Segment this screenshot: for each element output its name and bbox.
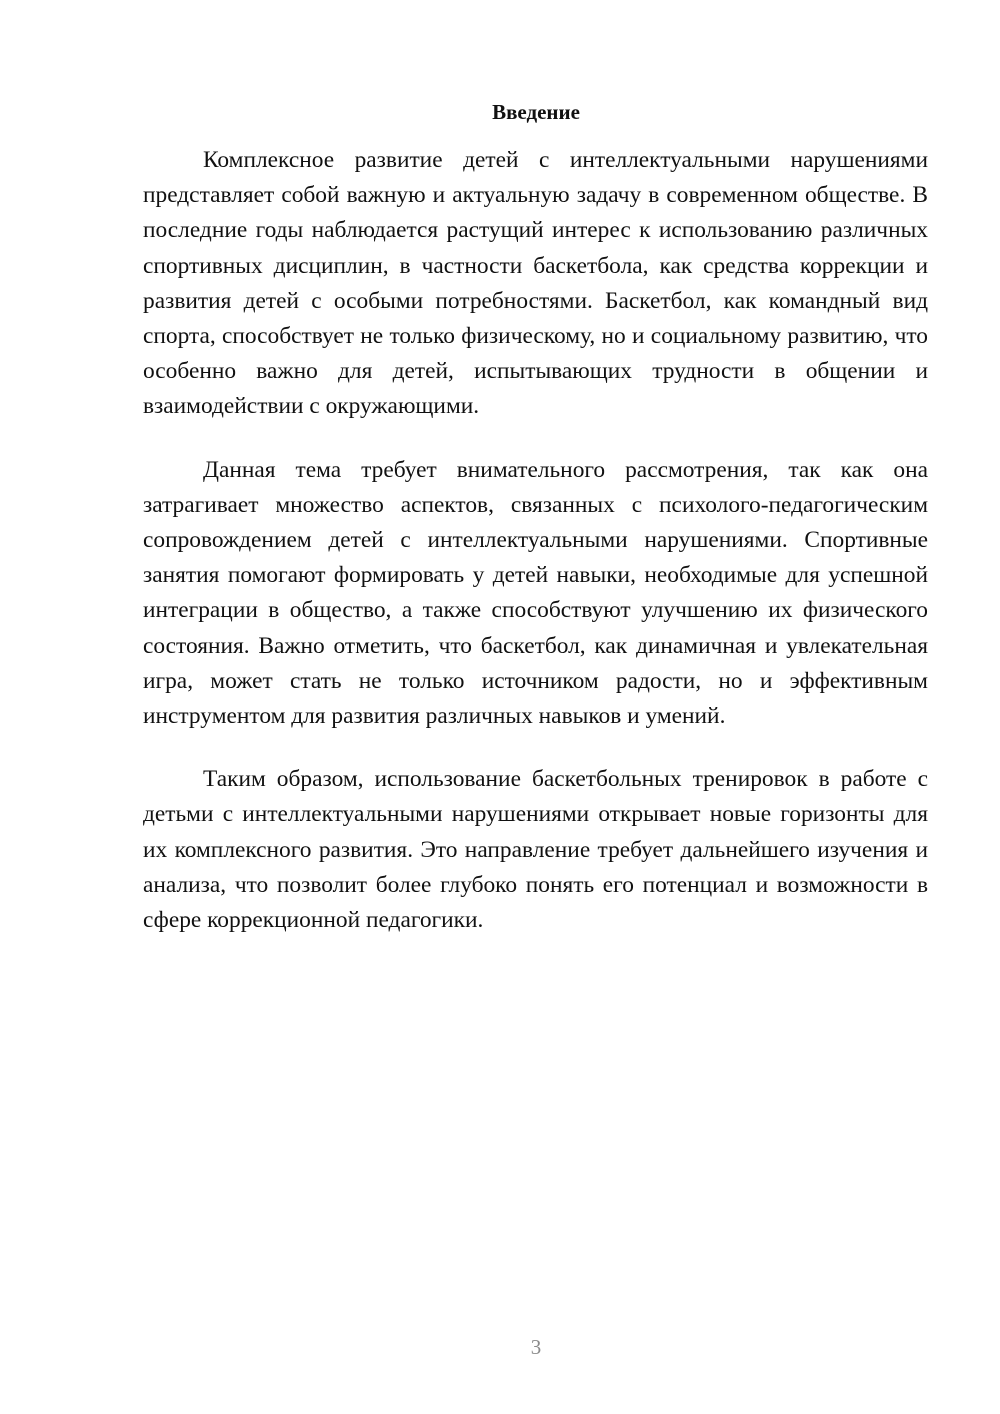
page-number: 3 <box>530 1335 542 1359</box>
section-heading: Введение <box>492 100 580 124</box>
body-text <box>143 143 928 966</box>
paragraph: Комплексное развитие детей с интеллектуальными нарушениями представляет собой важную и актуальную задачу в современном обществе. В последние годы наблюдается растущий интерес к использованию различных спортивных дисциплин, в частности баскетбола, как средства коррекции и развития детей с особыми потребностями. Баскетбол, как командный вид спорта, способствует не только физическому, но и социальному развитию, что особенно важно для детей, испытывающих трудности в общении и взаимодействии с окружающими. <box>143 147 928 420</box>
paragraph: Данная тема требует внимательного рассмотрения, так как она затрагивает множество аспектов, связанных с психолого-педагогическим сопровождением детей с интеллектуальными нарушениями. Спортивные занятия помогают формировать у детей навыки, необходимые для успешной интеграции в общество, а также способствуют улучшению их физического состояния. Важно отметить, что баскетбол, как динамичная и увлекательная игра, может стать не только источником радости, но и эффективным инструментом для развития различных навыков и умений. <box>143 456 928 730</box>
paragraph: Таким образом, использование баскетбольных тренировок в работе с детьми с интеллектуальными нарушениями открывает новые горизонты для их комплексного развития. Это направление требует дальнейшего изучения и анализа, что позволит более глубоко понять его потенциал и возможности в сфере коррекционной педагогики. <box>143 766 928 934</box>
